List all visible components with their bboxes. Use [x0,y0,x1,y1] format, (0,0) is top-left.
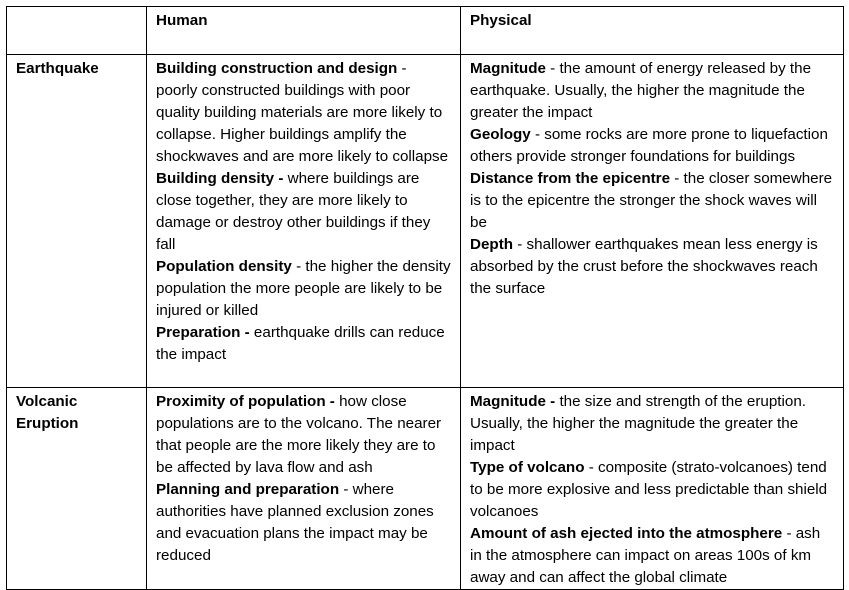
hazard-label-volcanic-eruption [7,388,147,590]
earthquake-human-factors [147,55,461,388]
factor-entry [470,391,835,457]
volcano-physical-factors [461,388,844,590]
factor-entry [470,457,835,523]
hazard-label-line: Eruption [16,415,79,432]
header-human: Human [147,7,461,55]
factor-description: composite (strato-volcanoes) tend to be more explosive and less predictable than shield volcanoes [470,459,828,520]
hazard-label-earthquake: Earthquake [7,55,147,388]
factor-term: Geology [470,126,531,143]
separator: - [530,126,545,143]
table-row-volcanic-eruption [7,388,844,590]
factor-description: ash in the atmosphere can impact on areas 100s of km away and can affect the global climate [470,525,821,586]
factor-term: Distance from the epicentre [470,170,671,187]
factor-term: Building construction and design [156,60,398,77]
factor-term: Proximity of population - [156,393,335,410]
factor-description: where authorities have planned exclusion zones and evacuation plans the impact may be reduced [156,481,434,564]
volcano-human-factors [147,388,461,590]
factor-description: the higher the density population the more people are likely to be injured or killed [156,258,451,319]
factor-entry [470,523,835,589]
factor-description: how close populations are to the volcano. The nearer that people are the more likely they are to be affected by lava flow and ash [156,393,442,476]
factor-entry [156,479,452,567]
factor-term: Magnitude - [470,393,556,410]
separator: - [584,459,598,476]
header-row [7,7,844,55]
factor-term: Type of volcano [470,459,585,476]
factor-description: earthquake drills can reduce the impact [156,324,445,363]
factor-description: shallower earthquakes mean less energy is absorbed by the crust before the shockwaves reach the surface [470,236,818,297]
table-row-earthquake [7,55,844,388]
factor-term: Building density - [156,170,284,187]
factor-description: the closer somewhere is to the epicentre the stronger the shock waves will be [470,170,833,231]
factor-entry [156,391,452,479]
factor-term: Population density [156,258,292,275]
separator: - [339,481,353,498]
header-physical: Physical [461,7,844,55]
factor-description: where buildings are close together, they are more likely to damage or destroy other buildings if they fall [156,170,431,253]
factor-term: Planning and preparation [156,481,340,498]
factor-entry [470,124,835,168]
factor-term: Amount of ash ejected into the atmosphere [470,525,783,542]
header-empty-cell [7,7,147,55]
factor-description: the size and strength of the eruption. Usually, the higher the magnitude the greater the impact [470,393,806,454]
separator: - [513,236,527,253]
factor-entry [156,58,452,168]
factor-entry [470,234,835,300]
separator: - [397,60,407,77]
separator: - [545,60,560,77]
hazard-factors-table [6,6,844,590]
separator: - [670,170,684,187]
earthquake-physical-factors [461,55,844,388]
factor-term: Preparation - [156,324,250,341]
factor-term: Depth [470,236,514,253]
factor-entry [156,168,452,256]
factor-description: the amount of energy released by the earthquake. Usually, the higher the magnitude the greater the impact [470,60,812,121]
factor-entry [156,322,452,366]
factor-description: poorly constructed buildings with poor quality building materials are more likely to collapse. Higher buildings amplify the shockwaves and are more likely to collapse [156,82,449,165]
hazard-label-line: Volcanic [16,393,78,410]
factor-term: Magnitude [470,60,546,77]
factor-entry [156,256,452,322]
separator: - [782,525,796,542]
factor-description: some rocks are more prone to liquefaction others provide stronger foundations for buildings [470,126,828,165]
factor-entry [470,168,835,234]
factor-entry [470,58,835,124]
separator: - [291,258,306,275]
